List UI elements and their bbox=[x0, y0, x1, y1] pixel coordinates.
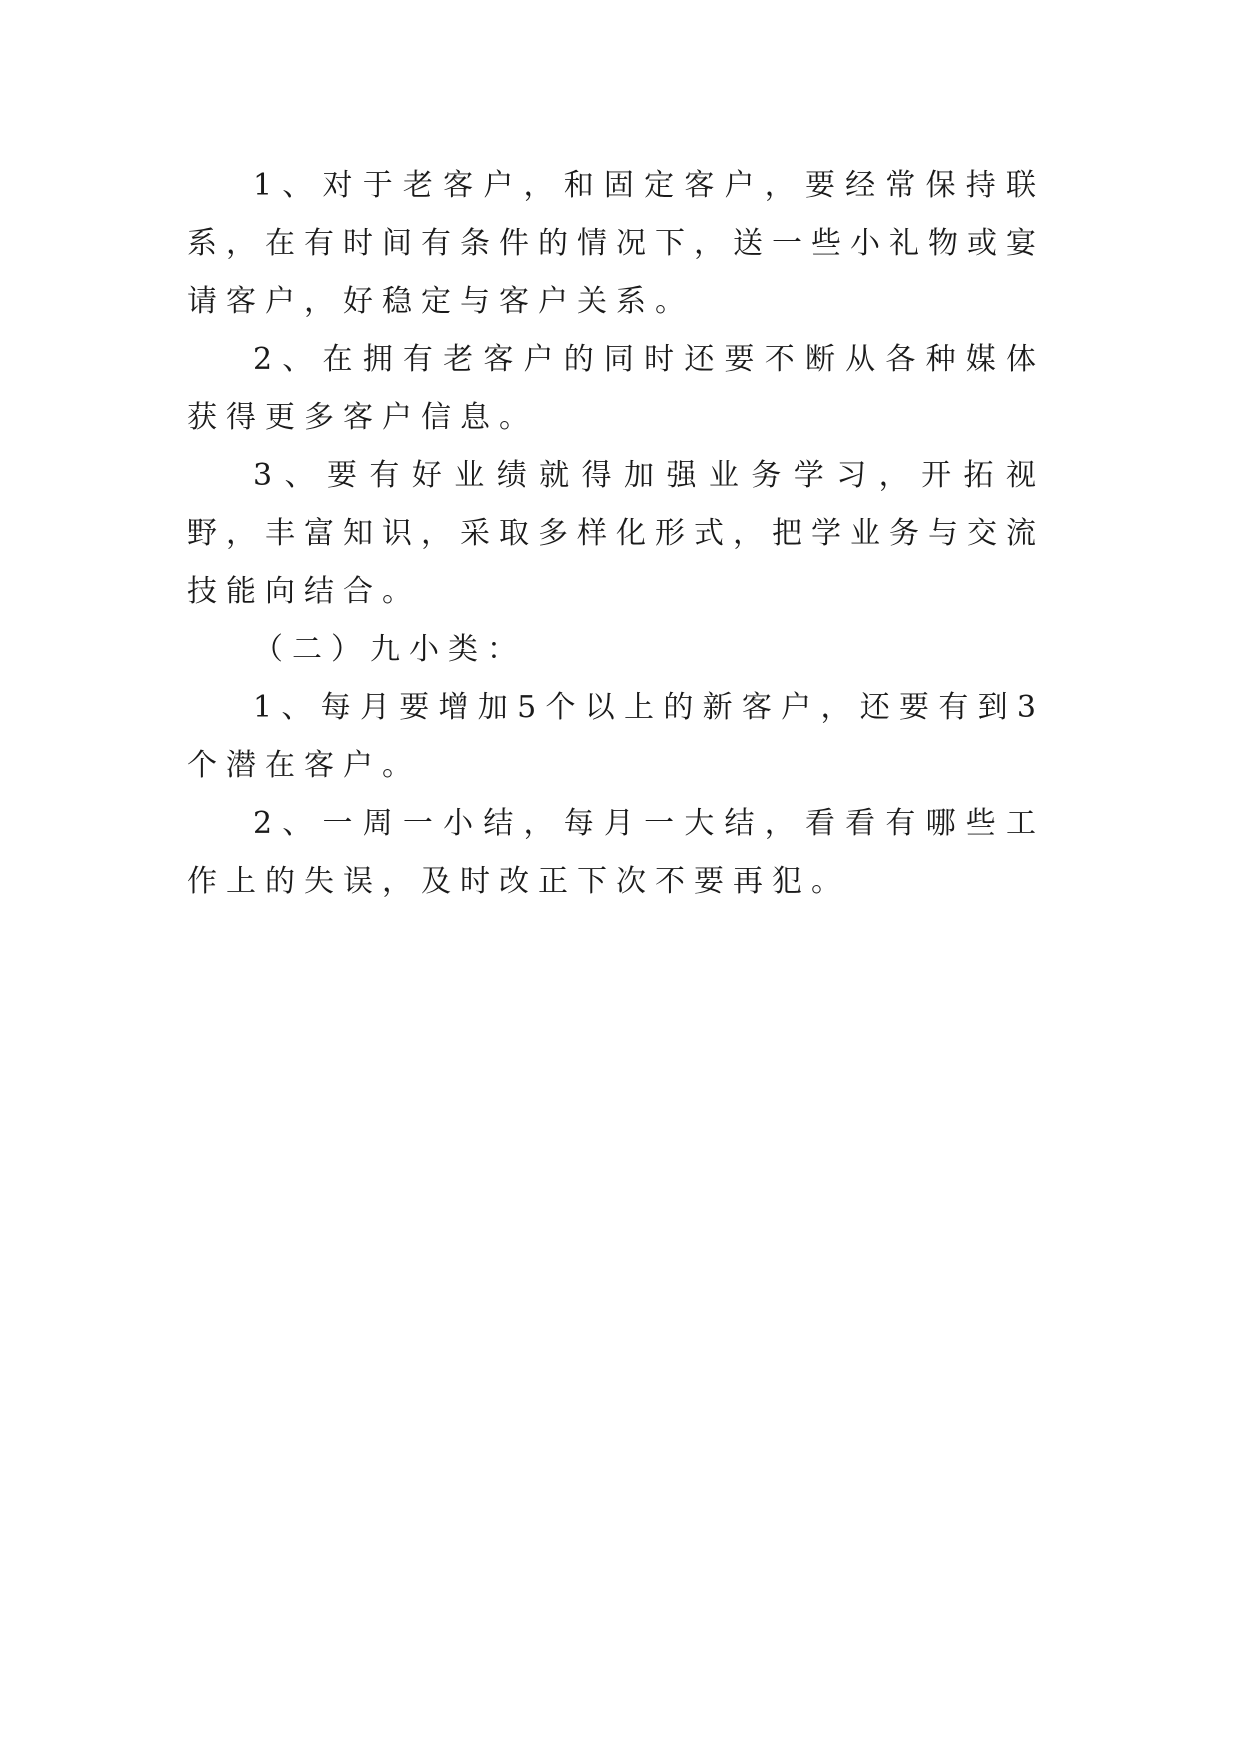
section-heading: （二）九小类： bbox=[253, 632, 526, 667]
paragraph-business-study: 3、要有好业绩就得加强业务学习，开拓视野，丰富知识，采取多样化形式，把学业务与交流技能向结合。 bbox=[187, 458, 1045, 609]
paragraph-old-clients: 1、对于老客户，和固定客户，要经常保持联系，在有时间有条件的情况下，送一些小礼物或宴请客户，好稳定与客户关系。 bbox=[187, 168, 1045, 319]
paragraph-monthly-clients: 1、每月要增加5个以上的新客户，还要有到3个潜在客户。 bbox=[187, 690, 1045, 783]
paragraph-weekly-summary: 2、一周一小结，每月一大结，看看有哪些工作上的失误，及时改正下次不要再犯。 bbox=[187, 806, 1045, 899]
paragraph-new-client-info: 2、在拥有老客户的同时还要不断从各种媒体获得更多客户信息。 bbox=[187, 342, 1045, 435]
document-body bbox=[187, 157, 1045, 911]
